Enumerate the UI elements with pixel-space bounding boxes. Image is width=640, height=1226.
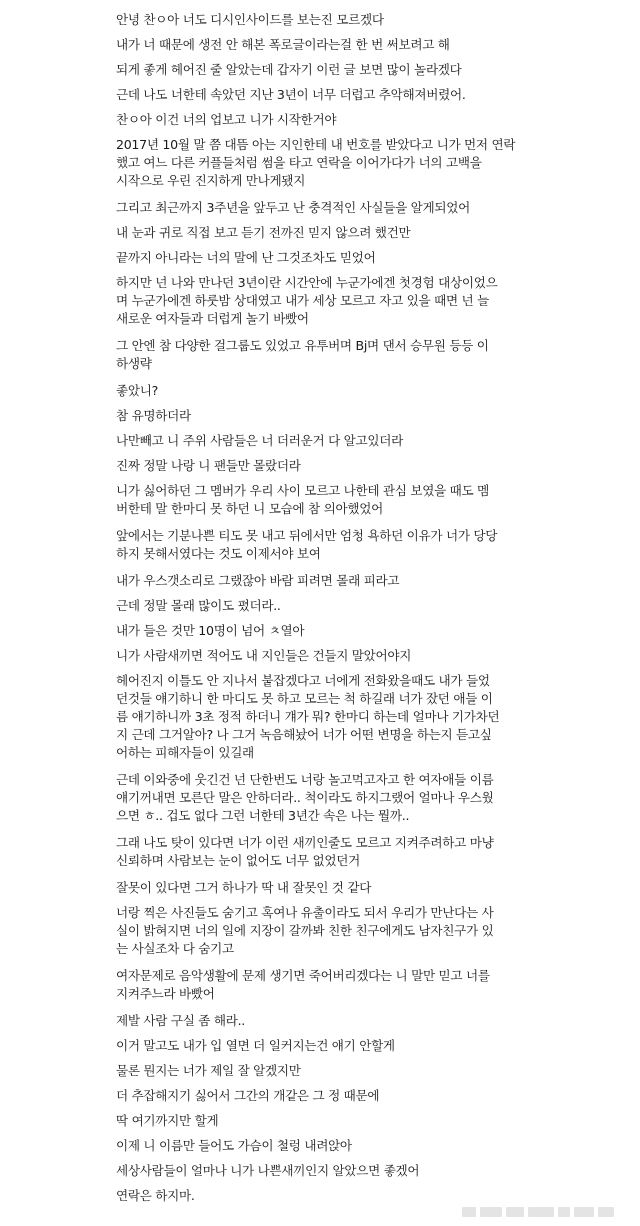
text-line: 하지 못해서였다는 것도 이제서야 보여 (116, 546, 321, 561)
text-line: 여자문제로 음악생활에 문제 생기면 죽어버리겠다는 니 말만 믿고 너를 (116, 968, 490, 983)
text-line: 하생략 (116, 356, 152, 371)
text-line: 나만빼고 니 주위 사람들은 너 더러운거 다 알고있더라 (116, 433, 403, 448)
paragraph (116, 11, 636, 29)
text-line: 헤어진지 이틀도 안 지나서 붙잡겠다고 너에게 전화왔을때도 내가 들었 (116, 673, 490, 688)
text-line: 근데 정말 몰래 많이도 폈더라.. (116, 598, 281, 613)
text-line: 제발 사람 구실 좀 해라.. (116, 1013, 246, 1028)
text-line: 지 근데 그거알아? 나 그거 녹음해놨어 너가 어떤 변명을 하는지 듣고싶 (116, 727, 492, 742)
text-line: 름 얘기하니까 3초 정적 하더니 걔가 뭐? 한마디 하는데 얼마나 기가차던 (116, 709, 500, 724)
text-line: 참 유명하더라 (116, 408, 191, 423)
paragraph (116, 1087, 636, 1105)
text-line: 하지만 넌 나와 만나던 3년이란 시간안에 누군가에겐 첫경험 대상이었으 (116, 275, 498, 290)
paragraph (116, 274, 636, 328)
paragraph (116, 36, 636, 54)
paragraph (116, 482, 636, 518)
text-line: 버한테 말 한마디 못 하던 니 모습에 참 의아했었어 (116, 501, 383, 516)
paragraph (116, 457, 636, 475)
paragraph (116, 572, 636, 590)
paragraph (116, 111, 636, 129)
text-line: 세상사람들이 얼마나 니가 나쁜새끼인지 알았으면 좋겠어 (116, 1163, 420, 1178)
text-line: 으면 ㅎ.. 겁도 없다 그런 너한테 3년간 속은 나는 뭘까.. (116, 808, 410, 823)
text-line: 니가 사람새끼면 적어도 내 지인들은 건들지 말았어야지 (116, 648, 412, 663)
text-line: 그래 나도 탓이 있다면 너가 이런 새끼인줄도 모르고 지켜주려하고 마냥 (116, 835, 494, 850)
text-line: 던것들 얘기하니 한 마디도 못 하고 모르는 척 하길래 너가 잤던 애들 이 (116, 691, 493, 706)
paragraph (116, 879, 636, 897)
text-line: 끝까지 아니라는 너의 말에 난 그것조차도 믿었어 (116, 250, 376, 265)
text-line: 얘기꺼내면 모른단 말은 안하더라.. 척이라도 하지그랬어 얼마나 우스웠 (116, 790, 494, 805)
text-line: 안녕 찬ㅇ아 너도 디시인사이드를 보는진 모르겠다 (116, 12, 384, 27)
paragraph (116, 622, 636, 640)
text-line: 내가 들은 것만 10명이 넘어 ㅊ열아 (116, 623, 305, 638)
paragraph (116, 249, 636, 267)
blurred-watermark (462, 1204, 622, 1220)
text-line: 되게 좋게 헤어진 줄 알았는데 갑자기 이런 글 보면 많이 놀라겠다 (116, 62, 462, 77)
text-line: 실이 밝혀지면 너의 일에 지장이 갈까봐 친한 친구에게도 남자친구가 있 (116, 923, 494, 938)
text-line: 좋았니? (116, 383, 158, 398)
paragraph (116, 597, 636, 615)
text-line: 는 사실조차 다 숨기고 (116, 941, 234, 956)
paragraph (116, 199, 636, 217)
text-line: 근데 나도 너한테 속았던 지난 3년이 너무 더럽고 추악해져버렸어. (116, 87, 466, 102)
text-line: 딱 여기까지만 할게 (116, 1113, 219, 1128)
text-line: 연락은 하지마. (116, 1188, 195, 1203)
text-line: 며 누군가에겐 하룻밤 상대였고 내가 세상 모르고 자고 있을 때면 넌 늘 (116, 293, 489, 308)
paragraph (116, 136, 636, 190)
text-line: 그 안엔 참 다양한 걸그룹도 있었고 유투버며 Bj며 댄서 승무원 등등 이 (116, 338, 489, 353)
paragraph (116, 1187, 636, 1205)
paragraph (116, 1037, 636, 1055)
paragraph (116, 432, 636, 450)
paragraph (116, 1137, 636, 1155)
paragraph (116, 1162, 636, 1180)
text-line: 찬ㅇ아 이건 너의 업보고 니가 시작한거야 (116, 112, 337, 127)
paragraph (116, 407, 636, 425)
paragraph (116, 1062, 636, 1080)
text-line: 잘못이 있다면 그거 하나가 딱 내 잘못인 것 같다 (116, 880, 372, 895)
text-line: 진짜 정말 나랑 니 팬들만 몰랐더라 (116, 458, 301, 473)
text-line: 2017년 10월 말 쯤 대뜸 아는 지인한테 내 번호를 받았다고 니가 먼저 연락 (116, 137, 516, 152)
paragraph (116, 86, 636, 104)
paragraph (116, 771, 636, 825)
text-line: 지켜주느라 바빴어 (116, 986, 215, 1001)
paragraph (116, 647, 636, 665)
text-line: 물론 뭔지는 너가 제일 잘 알겠지만 (116, 1063, 301, 1078)
text-line: 근데 이와중에 웃긴건 넌 단한번도 너랑 놀고먹고자고 한 여자애들 이름 (116, 772, 494, 787)
text-line: 시작으로 우린 진지하게 만나게됐지 (116, 173, 306, 188)
paragraph (116, 337, 636, 373)
text-line: 앞에서는 기분나쁜 티도 못 내고 뒤에서만 엄청 욕하던 이유가 너가 당당 (116, 528, 498, 543)
text-line: 내 눈과 귀로 직접 보고 듣기 전까진 믿지 않으려 했건만 (116, 225, 411, 240)
paragraph (116, 967, 636, 1003)
text-line: 새로운 여자들과 더럽게 놀기 바빴어 (116, 311, 309, 326)
paragraph (116, 904, 636, 958)
text-line: 했고 여느 다른 커플들처럼 썸을 타고 연락을 이어가다가 너의 고백을 (116, 155, 482, 170)
text-line: 너랑 찍은 사진들도 숨기고 혹여나 유출이라도 되서 우리가 만난다는 사 (116, 905, 494, 920)
paragraph (116, 1012, 636, 1030)
paragraph (116, 224, 636, 242)
text-line: 니가 싫어하던 그 멤버가 우리 사이 모르고 나한테 관심 보였을 때도 멤 (116, 483, 489, 498)
paragraph (116, 61, 636, 79)
paragraph (116, 834, 636, 870)
text-line: 내가 우스갯소리로 그랬잖아 바람 피려면 몰래 피라고 (116, 573, 400, 588)
paragraph (116, 382, 636, 400)
text-line: 이제 니 이름만 들어도 가슴이 철렁 내려앉아 (116, 1138, 352, 1153)
text-line: 이거 말고도 내가 입 열면 더 일커지는건 얘기 안할게 (116, 1038, 395, 1053)
text-line: 어하는 피해자들이 있길래 (116, 745, 254, 760)
text-line: 내가 너 때문에 생전 안 해본 폭로글이라는걸 한 번 써보려고 해 (116, 37, 450, 52)
paragraph (116, 1112, 636, 1130)
paragraph (116, 672, 636, 762)
text-line: 더 추잡해지기 싫어서 그간의 개같은 그 정 때문에 (116, 1088, 380, 1103)
text-line: 그리고 최근까지 3주년을 앞두고 난 충격적인 사실들을 알게되었어 (116, 200, 471, 215)
text-line: 신뢰하며 사람보는 눈이 없어도 너무 없었던거 (116, 853, 360, 868)
paragraph (116, 527, 636, 563)
